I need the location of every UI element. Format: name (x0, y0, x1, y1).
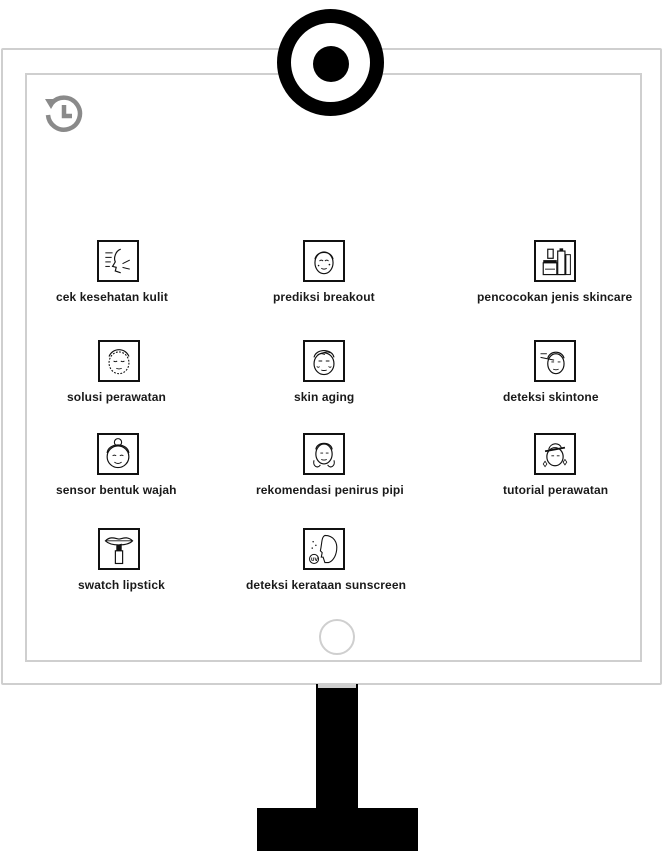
history-icon (41, 91, 87, 137)
face-scan-icon (97, 240, 139, 282)
menu-item-label: pencocokan jenis skincare (477, 290, 633, 304)
history-button[interactable] (41, 91, 87, 137)
stand-neck (316, 684, 358, 812)
face-mask-icon (98, 340, 140, 382)
face-acne-icon (303, 240, 345, 282)
face-scanner-icon (534, 340, 576, 382)
menu-item-label: tutorial perawatan (503, 483, 609, 497)
menu-item-label: solusi perawatan (67, 390, 166, 404)
menu-item-label: skin aging (294, 390, 355, 404)
home-button[interactable] (319, 619, 355, 655)
uv-face-icon (303, 528, 345, 570)
menu-item-label: rekomendasi penirus pipi (256, 483, 404, 497)
menu-item-label: prediksi breakout (273, 290, 375, 304)
camera-lens (313, 46, 349, 82)
menu-item-label: swatch lipstick (78, 578, 165, 592)
face-sparkle-icon (534, 433, 576, 475)
menu-item-label: cek kesehatan kulit (56, 290, 168, 304)
lipstick-icon (98, 528, 140, 570)
stand-joint (318, 683, 356, 688)
aged-face-icon (303, 340, 345, 382)
skincare-bottles-icon (534, 240, 576, 282)
menu-item-label: deteksi skintone (503, 390, 599, 404)
svg-text:UV: UV (310, 557, 319, 563)
round-face-icon (97, 433, 139, 475)
menu-item-label: sensor bentuk wajah (56, 483, 177, 497)
stand-base (257, 808, 418, 851)
menu-item-label: deteksi kerataan sunscreen (246, 578, 407, 592)
face-massage-icon (303, 433, 345, 475)
